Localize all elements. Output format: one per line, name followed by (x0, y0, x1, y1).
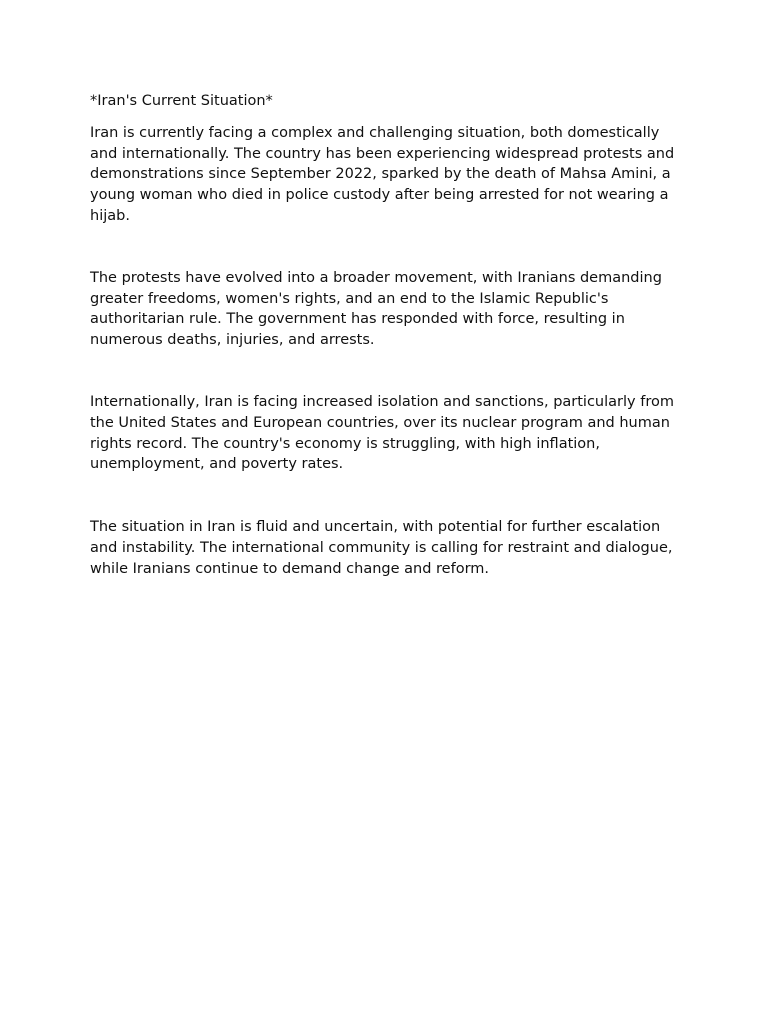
paragraph-2: The protests have evolved into a broader movement, with Iranians demanding greater freedoms, women's rights, and an end to the Islamic Republic's authoritarian rule. The government has responded with force, resulting in numerous deaths, injuries, and arrests. (90, 269, 662, 349)
paragraph-1: Iran is currently facing a complex and challenging situation, both domestically and internationally. The country has been experiencing widespread protests and demonstrations since September 2022, sparked by the death of Mahsa Amini, a young woman who died in police custody after being arrested for not wearing a hijab. (90, 124, 675, 224)
document-title: *Iran's Current Situation* (90, 93, 273, 109)
document-page (90, 91, 690, 580)
paragraph-4: The situation in Iran is fluid and uncertain, with potential for further escalation and instability. The international community is calling for restraint and dialogue, while Iranians continue to demand change and reform. (90, 519, 673, 577)
paragraph-3: Internationally, Iran is facing increased isolation and sanctions, particularly from the United States and European countries, over its nuclear program and human rights record. The country's economy is struggling, with high inflation, unemployment, and poverty rates. (90, 393, 674, 473)
